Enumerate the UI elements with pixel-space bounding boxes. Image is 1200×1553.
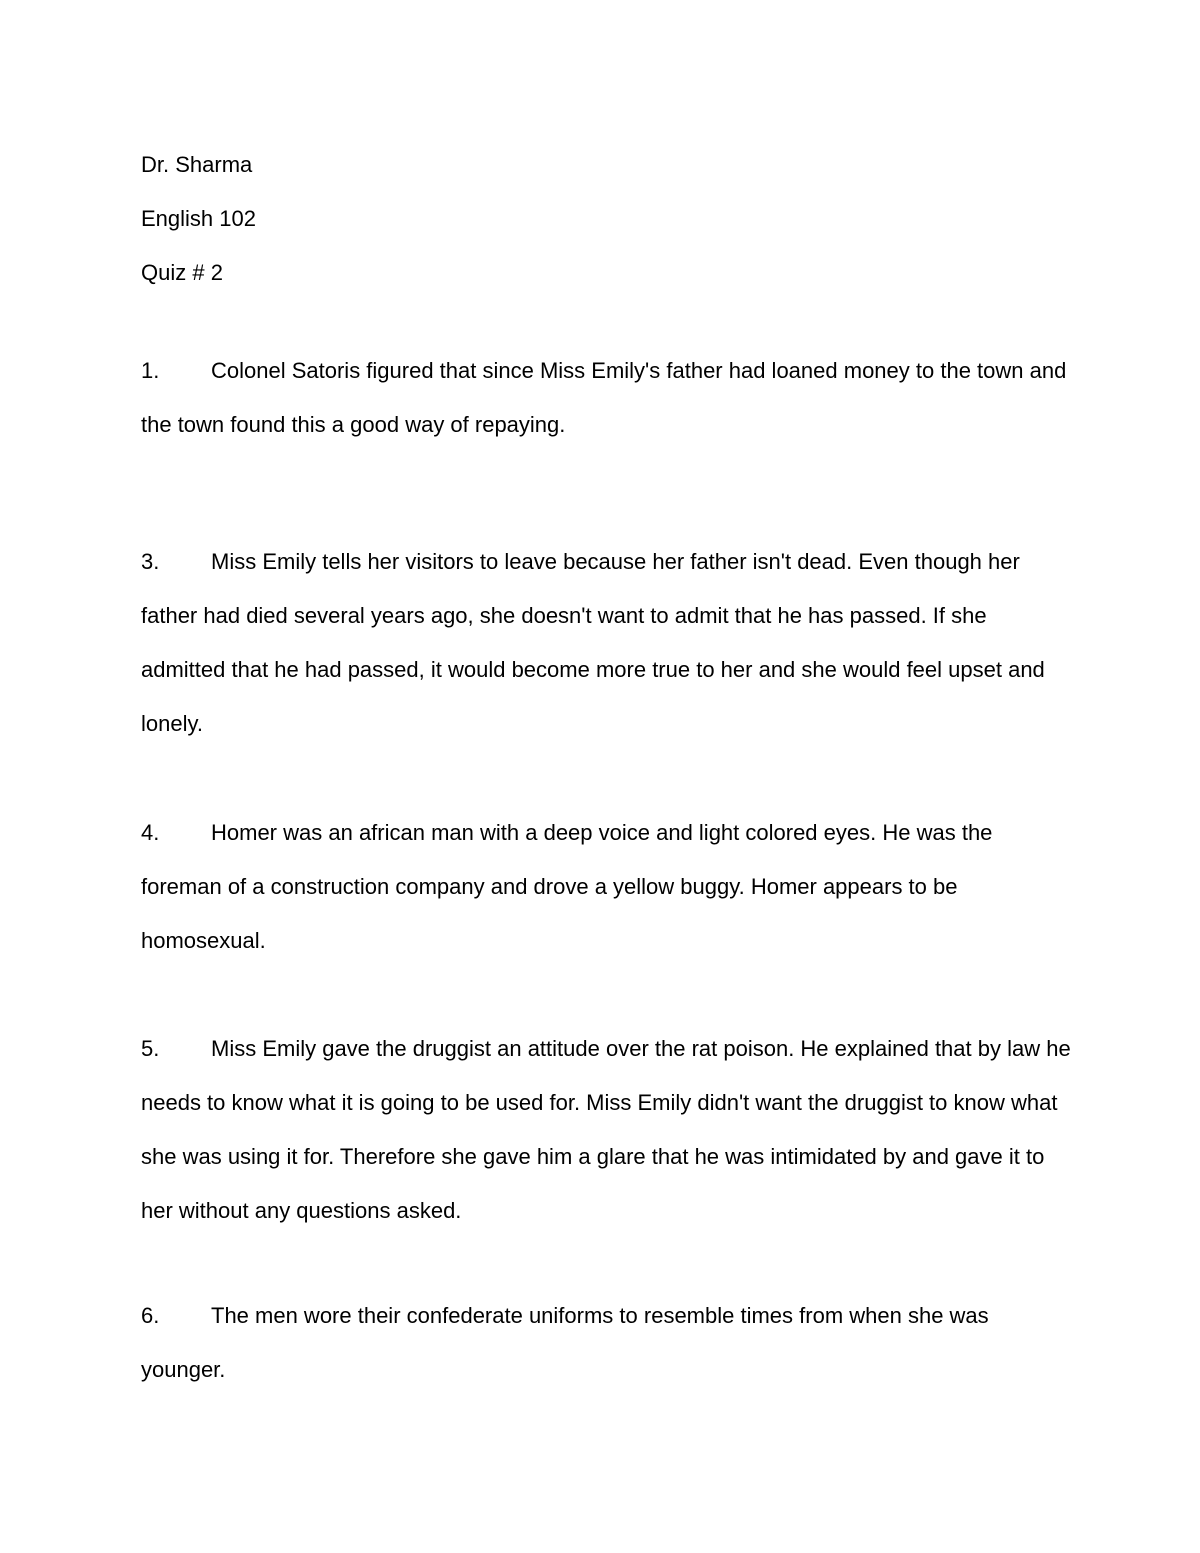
course-name: English 102: [141, 206, 256, 231]
answer-text: Miss Emily tells her visitors to leave because her father isn't dead. Even though her father had died several years ago, she doesn't want to admit that he has passed. If she admitted that he had passed, it would become more true to her and she would feel upset and lonely.: [141, 549, 1045, 736]
assignment-title: Quiz # 2: [141, 260, 223, 285]
answer-item-3: [141, 535, 1071, 751]
answer-item-4: [141, 806, 1071, 968]
answer-text: Colonel Satoris figured that since Miss Emily's father had loaned money to the town and the town found this a good way of repaying.: [141, 358, 1067, 437]
answer-item-6: [141, 1289, 1071, 1397]
document-header: [141, 138, 1061, 300]
answer-number: 4.: [141, 820, 160, 845]
answer-text: Miss Emily gave the druggist an attitude over the rat poison. He explained that by law he needs to know what it is going to be used for. Miss Emily didn't want the druggist to know what she was using it for. Therefore she gave him a glare that he was intimidated by and gave it to her without any questions asked.: [141, 1036, 1071, 1223]
answer-text: The men wore their confederate uniforms to resemble times from when she was younger.: [141, 1303, 989, 1382]
answer-item-1: [141, 344, 1071, 452]
answer-item-5: [141, 1022, 1071, 1238]
answer-number: 1.: [141, 358, 160, 383]
answer-number: 6.: [141, 1303, 160, 1328]
answer-number: 3.: [141, 549, 160, 574]
instructor-name: Dr. Sharma: [141, 152, 253, 177]
answer-number: 5.: [141, 1036, 160, 1061]
answer-text: Homer was an african man with a deep voice and light colored eyes. He was the foreman of a construction company and drove a yellow buggy. Homer appears to be homosexual.: [141, 820, 993, 953]
